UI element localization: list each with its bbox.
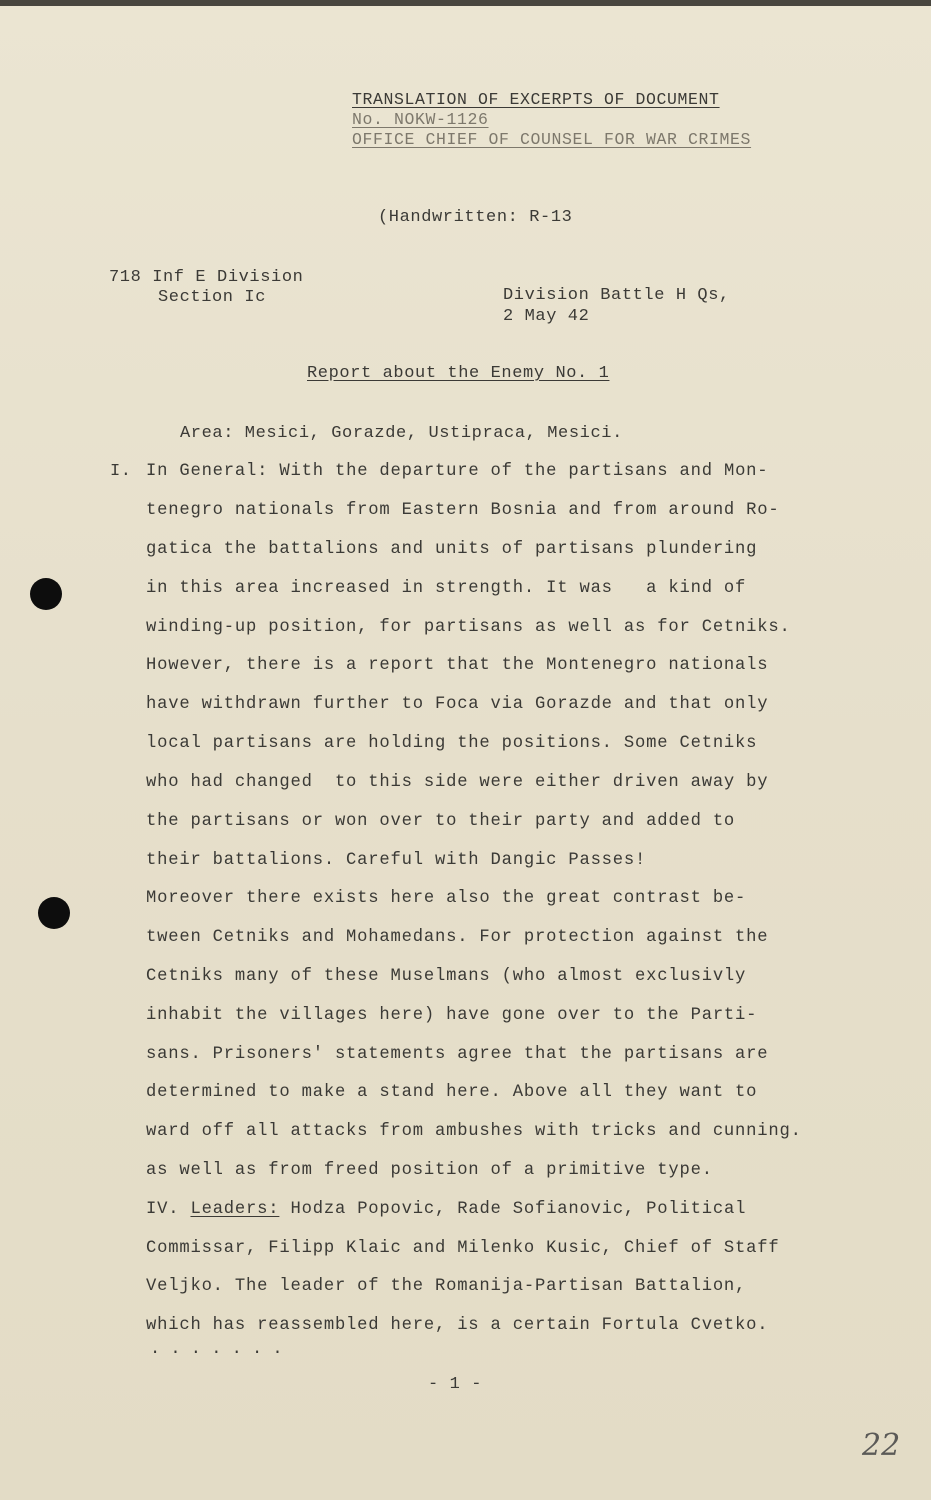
- body-line: ward off all attacks from ambushes with tricks and cunning.: [146, 1122, 802, 1141]
- body-line: have withdrawn further to Foca via Gorazde and that only: [146, 695, 769, 714]
- body-line: Commissar, Filipp Klaic and Milenko Kusic, Chief of Staff: [146, 1239, 780, 1258]
- section-1-label: In General:: [146, 462, 269, 481]
- section-1-number: I.: [110, 462, 132, 481]
- body-line: who had changed to this side were either driven away by: [146, 773, 769, 792]
- body-line: winding-up position, for partisans as well as for Cetniks.: [146, 618, 791, 637]
- body-line: sans. Prisoners' statements agree that the partisans are: [146, 1045, 769, 1064]
- header-title: TRANSLATION OF EXCERPTS OF DOCUMENT: [352, 90, 720, 109]
- body-line: Veljko. The leader of the Romanija-Partisan Battalion,: [146, 1277, 747, 1296]
- section-1-first-line-text: With the departure of the partisans and Mon-: [279, 462, 769, 481]
- scan-edge: [0, 0, 931, 6]
- sender-unit: 718 Inf E Division: [109, 268, 304, 287]
- body-line: Cetniks many of these Muselmans (who almost exclusivly: [146, 967, 747, 986]
- section-4-first-line: [146, 1200, 746, 1219]
- handwritten-note: (Handwritten: R-13: [378, 208, 573, 227]
- ellipsis: . . . . . . .: [150, 1340, 283, 1359]
- header-office: OFFICE CHIEF OF COUNSEL FOR WAR CRIMES: [352, 130, 752, 149]
- punch-hole-icon: [38, 897, 70, 929]
- section-4-number: IV.: [146, 1200, 180, 1219]
- body-line: in this area increased in strength. It was a kind of: [146, 579, 747, 598]
- body-line: as well as from freed position of a primitive type.: [146, 1161, 713, 1180]
- handwritten-page-mark: 22: [862, 1428, 901, 1463]
- body-line: the partisans or won over to their party and added to: [146, 812, 736, 831]
- place-line: Division Battle H Qs,: [503, 286, 730, 305]
- punch-hole-icon: [30, 578, 62, 610]
- body-line: tenegro nationals from Eastern Bosnia and from around Ro-: [146, 501, 780, 520]
- sender-section: Section Ic: [158, 288, 267, 307]
- body-line: which has reassembled here, is a certain Fortula Cvetko.: [146, 1316, 769, 1335]
- header-doc-number: No. NOKW-1126: [352, 110, 489, 129]
- body-line: gatica the battalions and units of partisans plundering: [146, 540, 758, 559]
- body-line: Moreover there exists here also the great contrast be-: [146, 889, 747, 908]
- section-4-label: Leaders:: [190, 1200, 280, 1219]
- body-line: determined to make a stand here. Above all they want to: [146, 1083, 758, 1102]
- area-line: Area: Mesici, Gorazde, Ustipraca, Mesici.: [180, 424, 623, 443]
- body-line: inhabit the villages here) have gone over to the Parti-: [146, 1006, 758, 1025]
- report-title: Report about the Enemy No. 1: [307, 364, 610, 383]
- body-line: their battalions. Careful with Dangic Passes!: [146, 851, 647, 870]
- body-line: tween Cetniks and Mohamedans. For protection against the: [146, 928, 769, 947]
- body-line: However, there is a report that the Montenegro nationals: [146, 656, 769, 675]
- section-4-first-line-text: Hodza Popovic, Rade Sofianovic, Political: [279, 1200, 747, 1219]
- body-line: local partisans are holding the positions. Some Cetniks: [146, 734, 758, 753]
- date-line: 2 May 42: [503, 307, 590, 326]
- section-1-first-line: [146, 462, 768, 481]
- page-number: - 1 -: [428, 1375, 483, 1394]
